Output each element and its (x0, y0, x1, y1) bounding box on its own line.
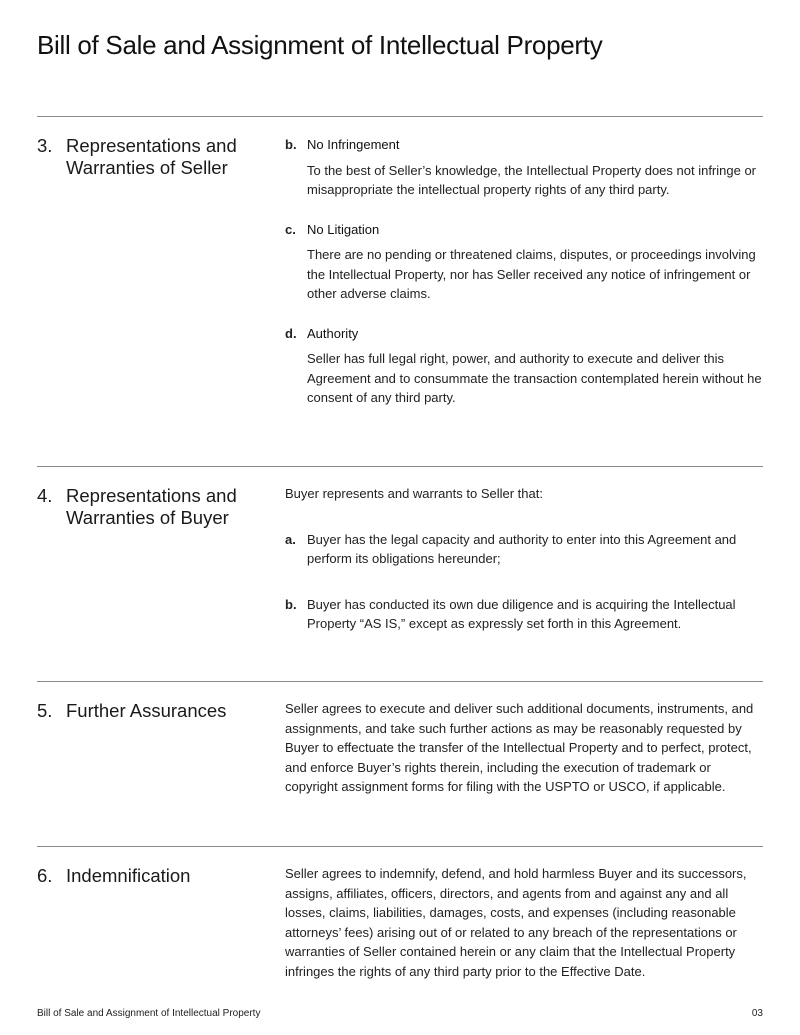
clause-heading: No Litigation (307, 221, 380, 237)
clause-text: Buyer has the legal capacity and authority to enter into this Agreement and perform its obligations hereunder; (307, 531, 737, 566)
section-title: Representations and Warranties of Seller (66, 135, 237, 178)
section-heading (37, 700, 267, 722)
section-title: Representations and Warranties of Buyer (66, 485, 237, 528)
clause-item (285, 595, 765, 634)
clause-item (285, 530, 765, 569)
section-4 (37, 466, 763, 631)
clause-item (285, 135, 765, 200)
section-6 (37, 846, 763, 979)
section-heading (37, 135, 267, 179)
clause-letter: a. (285, 531, 296, 547)
section-text: Seller agrees to indemnify, defend, and hold harmless Buyer and its successors, assigns, affiliates, officers, directors, and agents from and against any and all losses, claims, liabilities, damages, costs, and expenses (including reasonable attorneys’ fees) arising out of or related to any breach of the representations or warranties of Seller contained herein or any claim that the Intellectual Property infringes the rights of any third party prior to the Effective Date. (285, 866, 747, 979)
clause-text: There are no pending or threatened claims, disputes, or proceedings involving the Intellectual Property, nor has Seller received any notice of infringement or other adverse claims. (307, 247, 756, 301)
page-number: 03 (751, 1008, 763, 1019)
clause-heading: No Infringement (307, 137, 400, 152)
clause-letter: d. (285, 325, 297, 341)
section-heading (37, 485, 267, 529)
section-body (285, 484, 765, 634)
clause-text: To the best of Seller’s knowledge, the Intellectual Property does not infringe or misappropriate the intellectual property rights of any third party. (307, 162, 757, 197)
page-title: Bill of Sale and Assignment of Intellectual Property (37, 30, 603, 60)
section-title: Further Assurances (66, 700, 227, 721)
section-heading (37, 865, 267, 887)
clause-item (285, 324, 765, 408)
clause-letter: b. (285, 596, 297, 612)
section-text: Seller agrees to execute and deliver such additional documents, instruments, and assignments, and take such further actions as may be reasonably requested by Buyer to effectuate the transfer of the Intellectual Property and to perfect, protect, and enforce Buyer’s rights therein, including the execution of trademark or copyright assignment forms for filing with the USPTO or USCO, if applicable. (285, 701, 754, 794)
clause-text: Seller has full legal right, power, and authority to execute and deliver this Agreement and to consummate the transaction contemplated herein without he consent of any third party. (307, 351, 762, 405)
section-number: 6. (37, 865, 53, 886)
footer-title: Bill of Sale and Assignment of Intellectual Property (37, 1008, 261, 1019)
page-footer (37, 1008, 763, 1019)
section-body (285, 135, 765, 408)
section-title: Indemnification (66, 865, 191, 886)
clause-text: Buyer has conducted its own due diligence and is acquiring the Intellectual Property “AS IS,” except as expressly set forth in this Agreement. (307, 596, 736, 631)
section-body (285, 864, 765, 981)
section-number: 3. (37, 135, 53, 156)
section-3 (37, 116, 763, 405)
section-5 (37, 681, 763, 794)
section-intro: Buyer represents and warrants to Seller that: (285, 486, 543, 501)
section-body (285, 699, 765, 797)
clause-letter: b. (285, 137, 297, 152)
clause-heading: Authority (307, 325, 359, 341)
section-number: 4. (37, 485, 53, 506)
clause-letter: c. (285, 221, 296, 237)
section-number: 5. (37, 700, 53, 721)
clause-item (285, 220, 765, 304)
